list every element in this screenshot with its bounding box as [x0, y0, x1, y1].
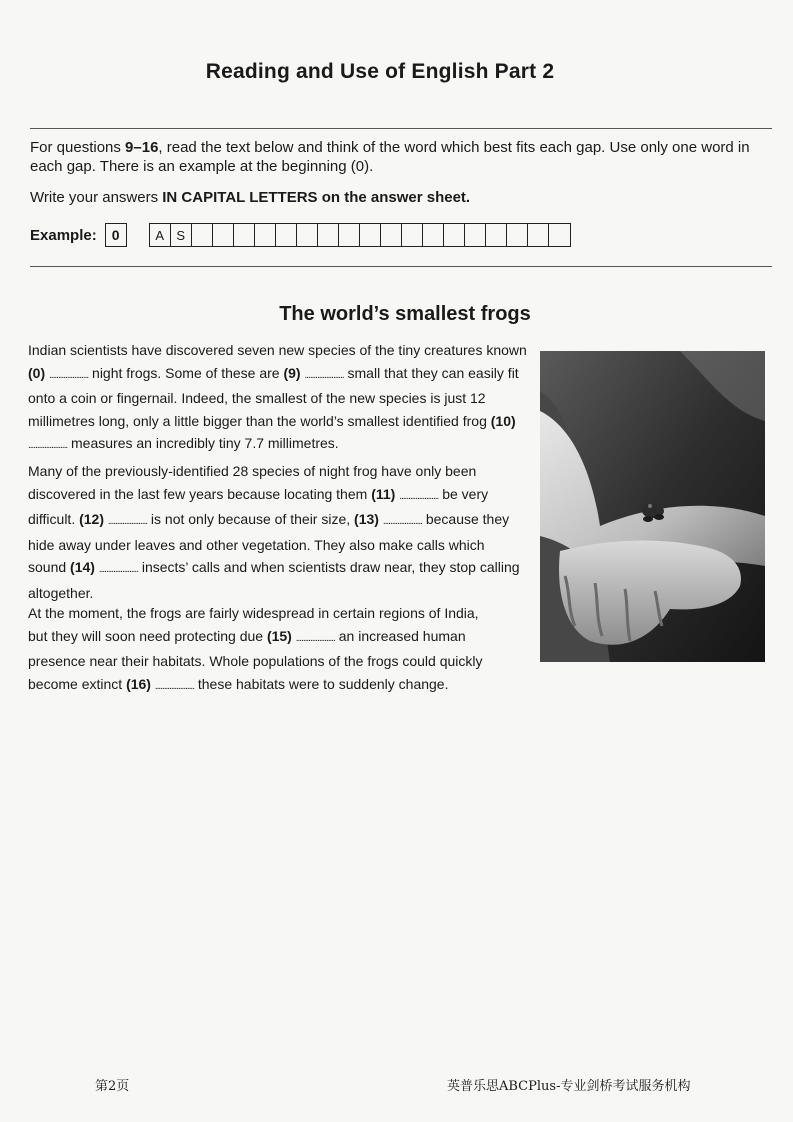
- gap-14: (14): [70, 559, 95, 575]
- example-answer-cell: [486, 224, 507, 246]
- gap-15: (15): [266, 627, 292, 644]
- example-answer-cell: [402, 224, 423, 246]
- gap-12: (12): [79, 511, 105, 527]
- example-answer-boxes: [149, 223, 571, 247]
- paragraph-text: small that they can easily fit onto a coin or fingernail. Indeed, the smallest of the new species is just 12 millimetres long, only a little bigger than the world’s smallest identified frog: [28, 364, 519, 429]
- paragraph-text: because they hide away under leaves and other vegetation. They also make calls which sound: [28, 511, 510, 575]
- example-answer-cell: [444, 224, 465, 246]
- gap-dots: ......................: [107, 516, 148, 527]
- paragraph-text: night frogs. Some of these are: [88, 364, 284, 381]
- example-answer-cell: [213, 224, 234, 246]
- paragraph-text: insects’ calls and when scientists draw near, they stop calling altogether.: [28, 559, 520, 601]
- example-number-box: 0: [105, 223, 127, 247]
- gap-9: (9): [283, 364, 301, 381]
- paragraph-text: these habitats were to suddenly change.: [193, 675, 449, 692]
- page-number: 第2页: [95, 1079, 130, 1094]
- gap-dots: ......................: [49, 369, 89, 381]
- example-answer-cell: [381, 224, 402, 246]
- instructions-text-cont: , read the text below and think of the word which best fits each gap. Use only one word in each gap. There is an example at the beginning (0).: [30, 139, 750, 175]
- paragraph-text: Indian scientists have discovered seven new species of the tiny creatures known: [28, 342, 527, 358]
- example-answer-cell: [507, 224, 528, 246]
- gap-10: (10): [490, 412, 516, 429]
- gap-dots: ......................: [295, 632, 335, 644]
- paragraph-text: measures an incredibly tiny 7.7 millimetres.: [67, 435, 339, 451]
- paragraph-2: [28, 460, 526, 604]
- example-answer-cell: A: [150, 224, 171, 246]
- example-answer-cell: [192, 224, 213, 246]
- paragraph-text: is not only because of their size,: [147, 511, 355, 527]
- gap-dots: ......................: [28, 440, 68, 451]
- question-range: 9–16: [125, 139, 159, 156]
- answer-instructions-text: Write your answers: [30, 189, 163, 206]
- answer-instructions: [30, 188, 775, 207]
- top-divider: [30, 128, 772, 129]
- article-title: The world’s smallest frogs: [279, 303, 531, 325]
- example-row: [30, 222, 571, 248]
- gap-dots: ......................: [98, 564, 138, 575]
- frog-on-hand-illustration: [540, 351, 765, 662]
- frog-on-hand-photo: [540, 351, 765, 662]
- page-title: Reading and Use of English Part 2: [205, 60, 555, 83]
- footer-organization: 英普乐思ABCPlus-专业剑桥考试服务机构: [447, 1079, 691, 1094]
- example-answer-cell: [549, 224, 570, 246]
- gap-13: (13): [354, 511, 379, 527]
- example-answer-cell: [255, 224, 276, 246]
- example-answer-cell: [339, 224, 360, 246]
- instructions-text: For questions: [30, 139, 126, 156]
- example-answer-cell: [276, 224, 297, 246]
- paragraph-text: be very difficult.: [28, 485, 489, 527]
- example-answer-cell: S: [171, 224, 192, 246]
- paragraph-text: At the moment, the frogs are fairly widespread in certain regions of India, but they will soon need protecting due: [28, 605, 479, 644]
- paragraph-1: [28, 339, 530, 458]
- paragraph-3: [28, 602, 498, 698]
- gap-dots: ......................: [399, 490, 439, 502]
- gap-11: (11): [371, 485, 396, 502]
- example-answer-cell: [318, 224, 339, 246]
- bottom-divider: [30, 266, 772, 267]
- gap-dots: ......................: [154, 680, 194, 692]
- example-answer-cell: [528, 224, 549, 246]
- example-answer-cell: [465, 224, 486, 246]
- instructions-paragraph: [30, 138, 775, 176]
- gap-0: (0): [28, 364, 46, 381]
- example-answer-cell: [423, 224, 444, 246]
- example-label: Example:: [30, 226, 97, 244]
- gap-dots: ......................: [382, 516, 422, 527]
- gap-dots: ......................: [304, 369, 344, 381]
- answer-instructions-bold: IN CAPITAL LETTERS on the answer sheet.: [162, 189, 471, 206]
- example-answer-cell: [360, 224, 381, 246]
- example-answer-cell: [297, 224, 318, 246]
- paragraph-text: Many of the previously-identified 28 species of night frog have only been discovered in the last few years because locating them: [28, 463, 477, 502]
- gap-16: (16): [126, 675, 151, 692]
- paragraph-text: an increased human presence near their habitats. Whole populations of the frogs could quickly become extinct: [28, 627, 483, 692]
- example-answer-cell: [234, 224, 255, 246]
